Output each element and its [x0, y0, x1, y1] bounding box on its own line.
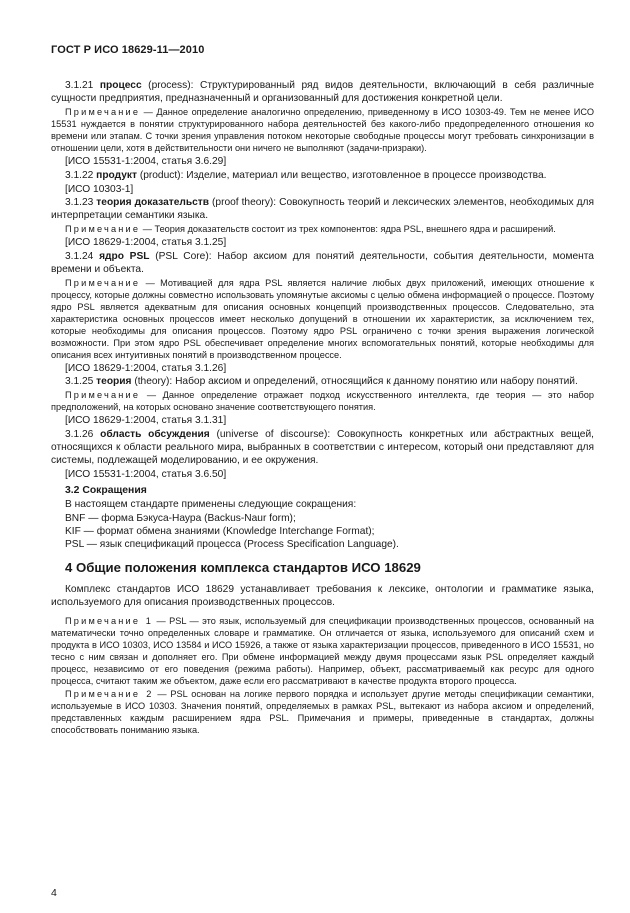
running-header: ГОСТ Р ИСО 18629-11—2010: [51, 44, 205, 56]
note: [51, 277, 594, 361]
source-reference: [ИСО 15531-1:2004, статья 3.6.50]: [65, 469, 227, 481]
term-number: 3.1.21: [65, 80, 94, 91]
section-heading-4: 4 Общие положения комплекса стандартов ИСО 18629: [65, 560, 421, 576]
term-definition: (proof theory): Совокупность теорий и лексических элементов, необходимых для интерпретации семантики языка.: [51, 197, 594, 222]
term-3-1-22: [51, 169, 594, 182]
source-reference: [ИСО 15531-1:2004, статья 3.6.29]: [65, 156, 227, 168]
abbreviation-kif: KIF — формат обмена знаниями (Knowledge Interchange Format);: [65, 525, 375, 537]
note-label: Примечание: [65, 107, 141, 118]
term-definition: (theory): Набор аксиом и определений, относящийся к данному понятию или набору понятий.: [131, 376, 578, 388]
note: [51, 389, 594, 413]
note: [51, 223, 594, 235]
note-2: [51, 688, 594, 736]
term-name: область обсуждения: [100, 428, 210, 440]
note-label: Примечание: [65, 278, 141, 289]
term-3-1-21: [51, 79, 594, 105]
note-label: Примечание: [65, 390, 141, 401]
abbreviations-intro: В настоящем стандарте применены следующие сокращения:: [65, 499, 357, 511]
term-3-1-24: [51, 250, 594, 276]
source-reference: [ИСО 18629-1:2004, статья 3.1.31]: [65, 415, 227, 427]
note-label: Примечание 2: [65, 688, 154, 699]
term-number: 3.1.24: [65, 250, 94, 262]
term-name: продукт: [96, 169, 137, 181]
term-definition: (product): Изделие, материал или вещество, изготовленное в процессе производства.: [136, 169, 547, 181]
note-text: — PSL — это язык, используемый для спецификации производственных процессов, основанный на математически точно определенных словаре и грамматике. Он отличается от языка, используемого для описаний схем и продукта в ИСО 10303, ИСО 13584 и ИСО 15926, а также от языка характеризации процессов, приведенного в ИСО 15531, но тесно с ним связан и дополняет его. При обмене информацией между двумя процессами язык PSL определяет каждый процесс, независимо от его поведения (режима работы). Например, объект, рассматриваемый как ресурс для одного процесса, считают таким же объектом, даже если его рассматривают в качестве продукта второго процесса.: [51, 615, 594, 686]
note-text: — Теория доказательств состоит из трех компонентов: ядра PSL, внешнего ядра и расширений.: [140, 224, 556, 235]
term-name: теория доказательств: [96, 197, 210, 209]
page-number: 4: [51, 887, 57, 899]
term-number: 3.1.25: [65, 376, 94, 388]
term-3-1-23: [51, 196, 594, 222]
term-number: 3.1.23: [65, 197, 94, 209]
term-name: теория: [96, 376, 132, 388]
note-text: — PSL основан на логике первого порядка и использует другие методы спецификации семантики, используемые в ИСО 10303. Значения понятий, определяемых в рамках PSL, вытекают из набора аксиом и определений, представленных каждым расширением ядра PSL. Примечания и примеры, приведенные в стандартах, должны способствовать пониманию языка.: [51, 688, 594, 735]
term-name: ядро PSL: [99, 250, 150, 262]
term-definition: (process): Структурированный ряд видов деятельности, включающий в себя различные сущности предприятия, предназначенный и организованный для достижения конкретной цели.: [51, 80, 594, 105]
source-reference: [ИСО 18629-1:2004, статья 3.1.25]: [65, 237, 227, 249]
term-3-1-25: [51, 375, 594, 388]
term-definition: (PSL Core): Набор аксиом для понятий деятельности, события деятельности, момента времени и объекта.: [51, 250, 594, 275]
paragraph: Комплекс стандартов ИСО 18629 устанавливает требования к лексике, онтологии и грамматике языка, используемого для описания производственных процессов.: [51, 584, 594, 609]
abbreviation-psl: PSL — язык спецификаций процесса (Process Specification Language).: [65, 539, 399, 551]
term-name: процесс: [99, 80, 142, 91]
term-number: 3.1.22: [65, 169, 94, 181]
source-reference: [ИСО 18629-1:2004, статья 3.1.26]: [65, 363, 227, 375]
term-number: 3.1.26: [65, 428, 94, 440]
page-body: [51, 79, 594, 737]
term-3-1-26: [51, 428, 594, 468]
term-definition: (universe of discourse): Совокупность конкретных или абстрактных вещей, относящихся к области реального мира, выбранных в соответствии с интересом, который они представляют для системы, подлежащей моделированию, и ее окружения.: [51, 428, 594, 467]
note-1: [51, 615, 594, 687]
section-heading-3-2: 3.2 Сокращения: [65, 485, 147, 497]
note-label: Примечание 1: [65, 615, 154, 626]
abbreviation-bnf: BNF — форма Бэкуса-Наура (Backus-Naur form);: [65, 512, 296, 524]
note-label: Примечание: [65, 224, 141, 235]
note-text: — Мотивацией для ядра PSL является наличие любых двух приложений, имеющих отношение к процессу, которые должны совместно использовать упомянутые аксиомы с целью обмена информацией о процессе. Поэтому ядро PSL является адекватным для описания основных концепций производственных процессов. Следовательно, эта характеристика основных процессов имеет несколько допущений в отношении их характеристик, за исключением тех, которые необходимы для описания процессов. Поэтому ядро PSL ограничено с точки зрения выражения логической возможности. При этом ядро PSL обеспечивает определение многих вспомогательных понятий, которые необходимы для описания всех интуитивных понятий в производственном процессе.: [51, 278, 594, 361]
source-reference: [ИСО 10303-1]: [65, 183, 134, 195]
note-text: — Данное определение отражает подход искусственного интеллекта, где теория — это набор предположений, на которых основано значение соответствующего понятия.: [51, 390, 594, 413]
note-text: — Данное определение аналогично определению, приведенному в ИСО 10303-49. Тем не менее ИСО 15531 нуждается в понятии структурированного набора деятельностей без какого-либо предопределенного отношения ко времени или этапам. С точки зрения управления потоком некоторые свободные процессы могут требовать синхронизации в отношении цели, хотя в действительности они ничего не выполняют (задачи-призраки).: [51, 107, 594, 154]
note: [51, 106, 594, 154]
